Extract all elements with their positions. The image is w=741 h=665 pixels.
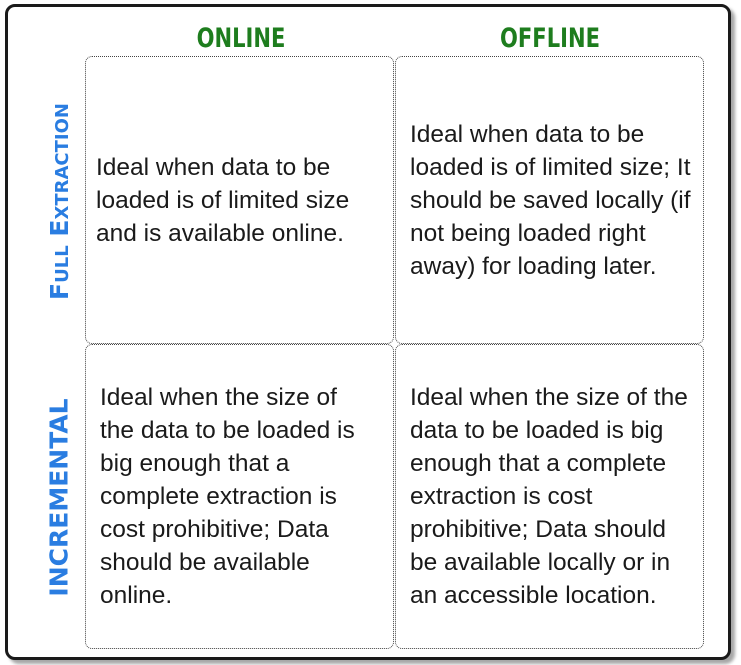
column-header-offline: OFFLINE xyxy=(500,22,600,54)
cell-incremental-online xyxy=(85,344,394,649)
row-header-incremental-wrap xyxy=(36,345,82,650)
column-header-online: ONLINE xyxy=(196,22,286,54)
cell-incremental-offline-text: Ideal when the size of the data to be loaded is big enough that a complete extraction is cost prohibitive; Data should be available locally or in an accessible location. xyxy=(410,384,688,609)
cell-full-offline xyxy=(395,56,704,344)
cell-full-offline-text: Ideal when data to be loaded is of limited size; It should be saved locally (if not being loaded right away) for loading later. xyxy=(410,120,691,280)
row-header-incremental: INCREMENTAL xyxy=(44,398,74,597)
cell-full-online-text: Ideal when data to be loaded is of limited size and is available online. xyxy=(96,153,350,247)
cell-incremental-online-text: Ideal when the size of the data to be loaded is big enough that a complete extraction is cost prohibitive; Data should be available online. xyxy=(100,384,355,609)
cell-full-online xyxy=(85,56,394,344)
cell-incremental-offline xyxy=(395,344,704,649)
row-header-full-extraction-wrap xyxy=(36,58,82,344)
row-header-full-extraction: Full Extraction xyxy=(44,102,74,300)
